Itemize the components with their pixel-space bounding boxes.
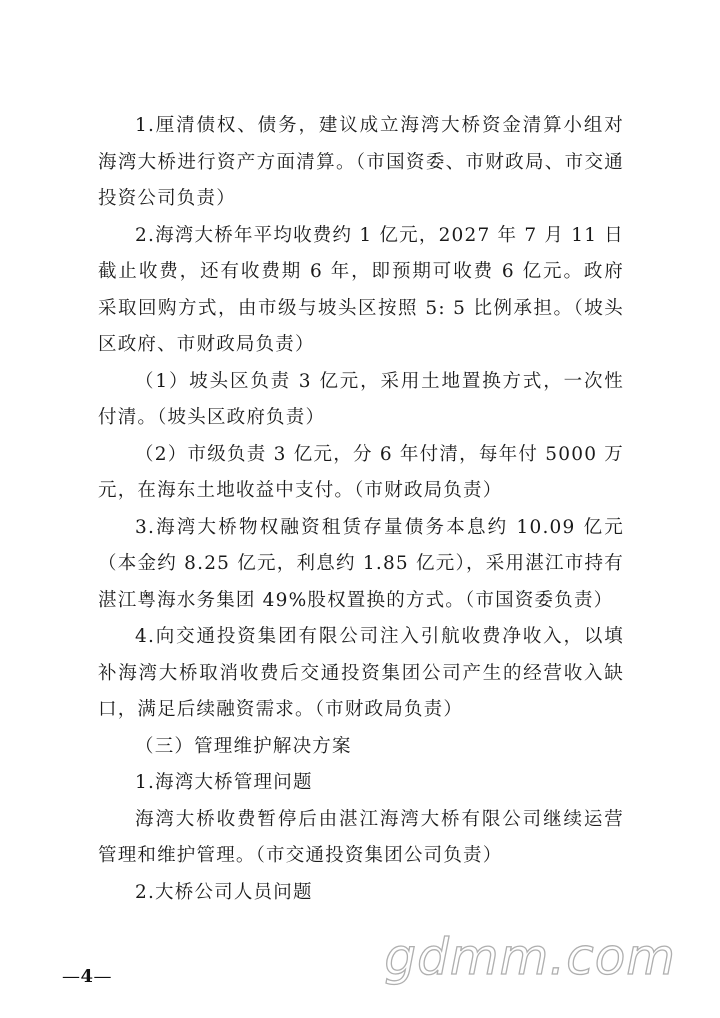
paragraph-5: 3.海湾大桥物权融资租赁存量债务本息约 10.09 亿元（本金约 8.25 亿元，利息约 1.85 亿元），采用湛江市持有湛江粤海水务集团 49%股权置换的方式。（市国资委负责） bbox=[98, 516, 624, 611]
subheading-personnel: 2.大桥公司人员问题 bbox=[135, 881, 313, 903]
paragraph-1: 1.厘清债权、债务，建议成立海湾大桥资金清算小组对海湾大桥进行资产方面清算。（市国资委、市财政局、市交通投资公司负责） bbox=[98, 115, 624, 209]
section-heading: （三）管理维护解决方案 bbox=[135, 735, 352, 757]
subheading-management: 1.海湾大桥管理问题 bbox=[135, 772, 313, 793]
paragraph-management: 海湾大桥收费暂停后由湛江海湾大桥有限公司继续运营管理和维护管理。（市交通投资集团公司负责） bbox=[98, 808, 624, 866]
watermark-logo: gdmm.com bbox=[384, 928, 676, 986]
footer-dash-right: — bbox=[93, 966, 113, 987]
paragraph-4: （2）市级负责 3 亿元，分 6 年付清，每年付 5000 万元，在海东土地收益中支付。（市财政局负责） bbox=[98, 443, 624, 501]
paragraph-6: 4.向交通投资集团有限公司注入引航收费净收入，以填补海湾大桥取消收费后交通投资集团公司产生的经营收入缺口，满足后续融资需求。（市财政局负责） bbox=[98, 626, 624, 720]
page-number: 4 bbox=[80, 966, 94, 987]
footer-dash-left: — bbox=[62, 966, 81, 987]
page-number-footer bbox=[62, 966, 112, 987]
document-body bbox=[98, 108, 624, 911]
paragraph-3: （1）坡头区负责 3 亿元，采用土地置换方式，一次性付清。（坡头区政府负责） bbox=[98, 370, 624, 428]
paragraph-2: 2.海湾大桥年平均收费约 1 亿元，2027 年 7 月 11 日截止收费，还有收费期 6 年，即预期可收费 6 亿元。政府采取回购方式，由市级与坡头区按照 5: 5 比例承担。（坡头区政府、市财政局负责） bbox=[98, 224, 624, 355]
